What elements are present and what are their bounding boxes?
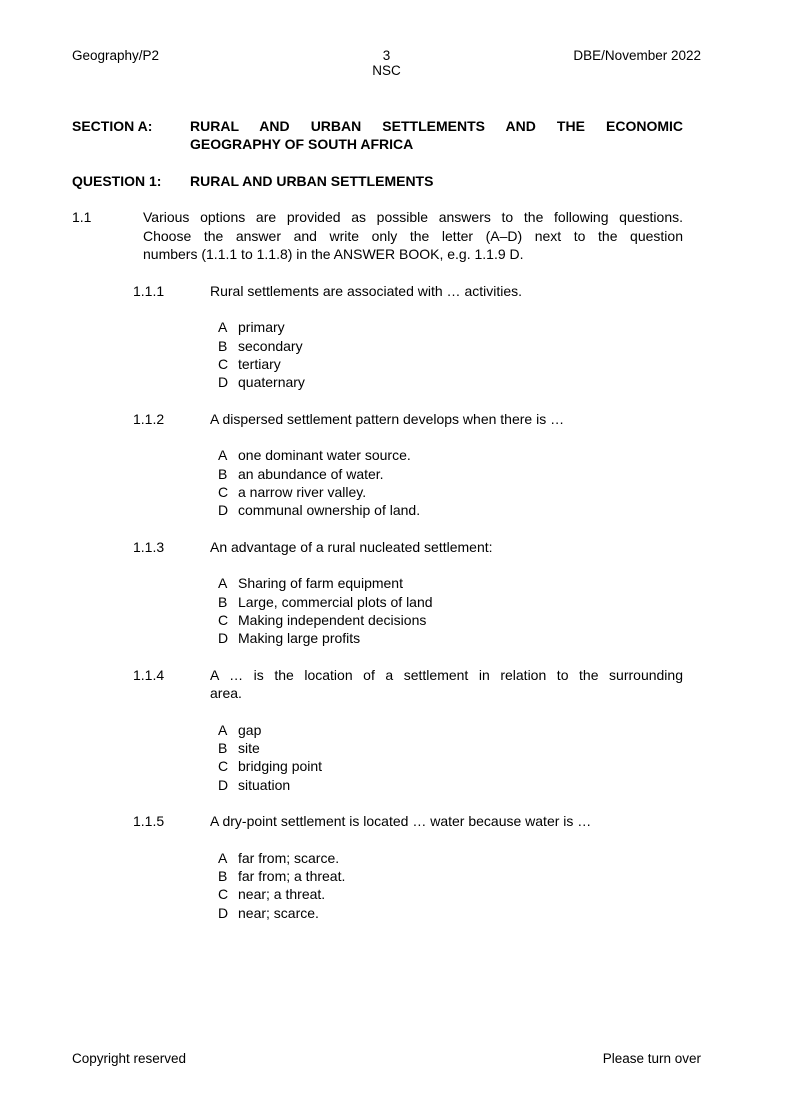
option-letter: B bbox=[218, 740, 228, 757]
question-1-1-3 bbox=[133, 538, 683, 556]
question-1-1-2 bbox=[133, 410, 683, 428]
section-a-heading bbox=[72, 117, 683, 154]
option-text: communal ownership of land. bbox=[238, 502, 421, 519]
question-text-line: numbers (1.1.1 to 1.1.8) in the ANSWER BOOK, e.g. 1.1.9 D. bbox=[143, 246, 524, 263]
nsc-label: NSC bbox=[372, 63, 401, 78]
option-text: gap bbox=[238, 721, 262, 738]
question-1-1-4 bbox=[133, 666, 683, 703]
page-number: 3 bbox=[382, 48, 391, 63]
option-row bbox=[218, 337, 683, 355]
section-a-label: SECTION A: bbox=[72, 118, 153, 134]
options-list bbox=[218, 446, 683, 519]
question-text-line: Rural settlements are associated with … activities. bbox=[210, 282, 523, 299]
question-number: 1.1 bbox=[72, 209, 92, 226]
option-row bbox=[218, 757, 683, 775]
option-text: far from; scarce. bbox=[238, 849, 340, 866]
option-text: Sharing of farm equipment bbox=[238, 575, 403, 592]
option-letter: D bbox=[218, 374, 229, 391]
option-text: quaternary bbox=[238, 374, 305, 391]
option-letter: C bbox=[218, 886, 229, 903]
options-list bbox=[218, 849, 683, 922]
question-text-line: Various options are provided as possible answers to the following questions. bbox=[143, 209, 683, 226]
option-row bbox=[218, 373, 683, 391]
header-paper-name: Geography/P2 bbox=[72, 48, 160, 63]
option-row bbox=[218, 629, 683, 647]
option-text: Making large profits bbox=[238, 630, 361, 647]
question-1-1-text bbox=[143, 208, 683, 263]
question-1-1-5 bbox=[133, 812, 683, 830]
page-header bbox=[72, 48, 701, 78]
option-text: Making independent decisions bbox=[238, 612, 427, 629]
option-text: primary bbox=[238, 319, 285, 336]
option-letter: C bbox=[218, 483, 229, 500]
option-text: a narrow river valley. bbox=[238, 483, 367, 500]
option-row bbox=[218, 867, 683, 885]
option-row bbox=[218, 446, 683, 464]
option-letter: C bbox=[218, 355, 229, 372]
section-a-title-line: GEOGRAPHY OF SOUTH AFRICA bbox=[190, 136, 414, 153]
option-letter: A bbox=[218, 849, 228, 866]
option-text: Large, commercial plots of land bbox=[238, 593, 433, 610]
option-letter: B bbox=[218, 337, 228, 354]
option-row bbox=[218, 574, 683, 592]
footer-turn-over: Please turn over bbox=[602, 1051, 701, 1066]
question-1-1-1 bbox=[133, 282, 683, 300]
options-list bbox=[218, 318, 683, 391]
option-text: one dominant water source. bbox=[238, 447, 411, 464]
question-text bbox=[210, 538, 683, 556]
question-1-title: RURAL AND URBAN SETTLEMENTS bbox=[190, 172, 434, 189]
question-text bbox=[210, 410, 683, 428]
question-number: 1.1.1 bbox=[133, 282, 165, 299]
option-letter: B bbox=[218, 465, 228, 482]
option-row bbox=[218, 721, 683, 739]
question-text-line: area. bbox=[210, 685, 242, 702]
question-text-line: A dry-point settlement is located … water because water is … bbox=[210, 813, 592, 830]
option-letter: A bbox=[218, 319, 228, 336]
question-text-line: A dispersed settlement pattern develops when there is … bbox=[210, 410, 565, 427]
question-number: 1.1.3 bbox=[133, 538, 165, 555]
option-letter: A bbox=[218, 721, 228, 738]
option-row bbox=[218, 885, 683, 903]
option-row bbox=[218, 849, 683, 867]
question-text bbox=[210, 666, 683, 703]
section-a-title-line: RURAL AND URBAN SETTLEMENTS AND THE ECONOMIC bbox=[190, 118, 683, 134]
question-text-line: A … is the location of a settlement in relation to the surrounding bbox=[210, 666, 683, 683]
option-row bbox=[218, 739, 683, 757]
question-number: 1.1.2 bbox=[133, 410, 165, 427]
option-text: tertiary bbox=[238, 355, 281, 372]
option-row bbox=[218, 465, 683, 483]
question-1-1 bbox=[72, 208, 683, 263]
header-center bbox=[372, 48, 401, 78]
option-text: near; a threat. bbox=[238, 886, 326, 903]
question-text bbox=[210, 812, 683, 830]
page-footer bbox=[72, 1050, 701, 1068]
option-row bbox=[218, 593, 683, 611]
option-letter: D bbox=[218, 502, 229, 519]
question-number: 1.1.5 bbox=[133, 813, 165, 830]
question-text-line: Choose the answer and write only the letter (A–D) next to the question bbox=[143, 227, 683, 244]
option-text: near; scarce. bbox=[238, 904, 319, 921]
option-letter: D bbox=[218, 904, 229, 921]
footer-copyright: Copyright reserved bbox=[72, 1051, 187, 1066]
option-row bbox=[218, 355, 683, 373]
option-row bbox=[218, 318, 683, 336]
options-list bbox=[218, 721, 683, 794]
option-text: bridging point bbox=[238, 758, 323, 775]
option-row bbox=[218, 776, 683, 794]
option-letter: A bbox=[218, 575, 228, 592]
option-letter: A bbox=[218, 447, 228, 464]
option-letter: B bbox=[218, 868, 228, 885]
header-exam-session: DBE/November 2022 bbox=[573, 48, 701, 63]
option-row bbox=[218, 611, 683, 629]
main-content bbox=[72, 117, 683, 922]
option-letter: C bbox=[218, 758, 229, 775]
option-row bbox=[218, 483, 683, 501]
options-list bbox=[218, 574, 683, 647]
option-row bbox=[218, 904, 683, 922]
question-text bbox=[210, 282, 683, 300]
option-text: an abundance of water. bbox=[238, 465, 384, 482]
question-1-heading bbox=[72, 172, 683, 190]
question-number: 1.1.4 bbox=[133, 666, 165, 683]
option-letter: D bbox=[218, 776, 229, 793]
option-row bbox=[218, 501, 683, 519]
option-text: secondary bbox=[238, 337, 303, 354]
option-text: situation bbox=[238, 776, 291, 793]
option-letter: D bbox=[218, 630, 229, 647]
option-text: site bbox=[238, 740, 260, 757]
section-a-title bbox=[190, 117, 683, 154]
question-text-line: An advantage of a rural nucleated settlement: bbox=[210, 538, 493, 555]
option-letter: C bbox=[218, 612, 229, 629]
question-1-label: QUESTION 1: bbox=[72, 172, 162, 189]
option-text: far from; a threat. bbox=[238, 868, 346, 885]
option-letter: B bbox=[218, 593, 228, 610]
